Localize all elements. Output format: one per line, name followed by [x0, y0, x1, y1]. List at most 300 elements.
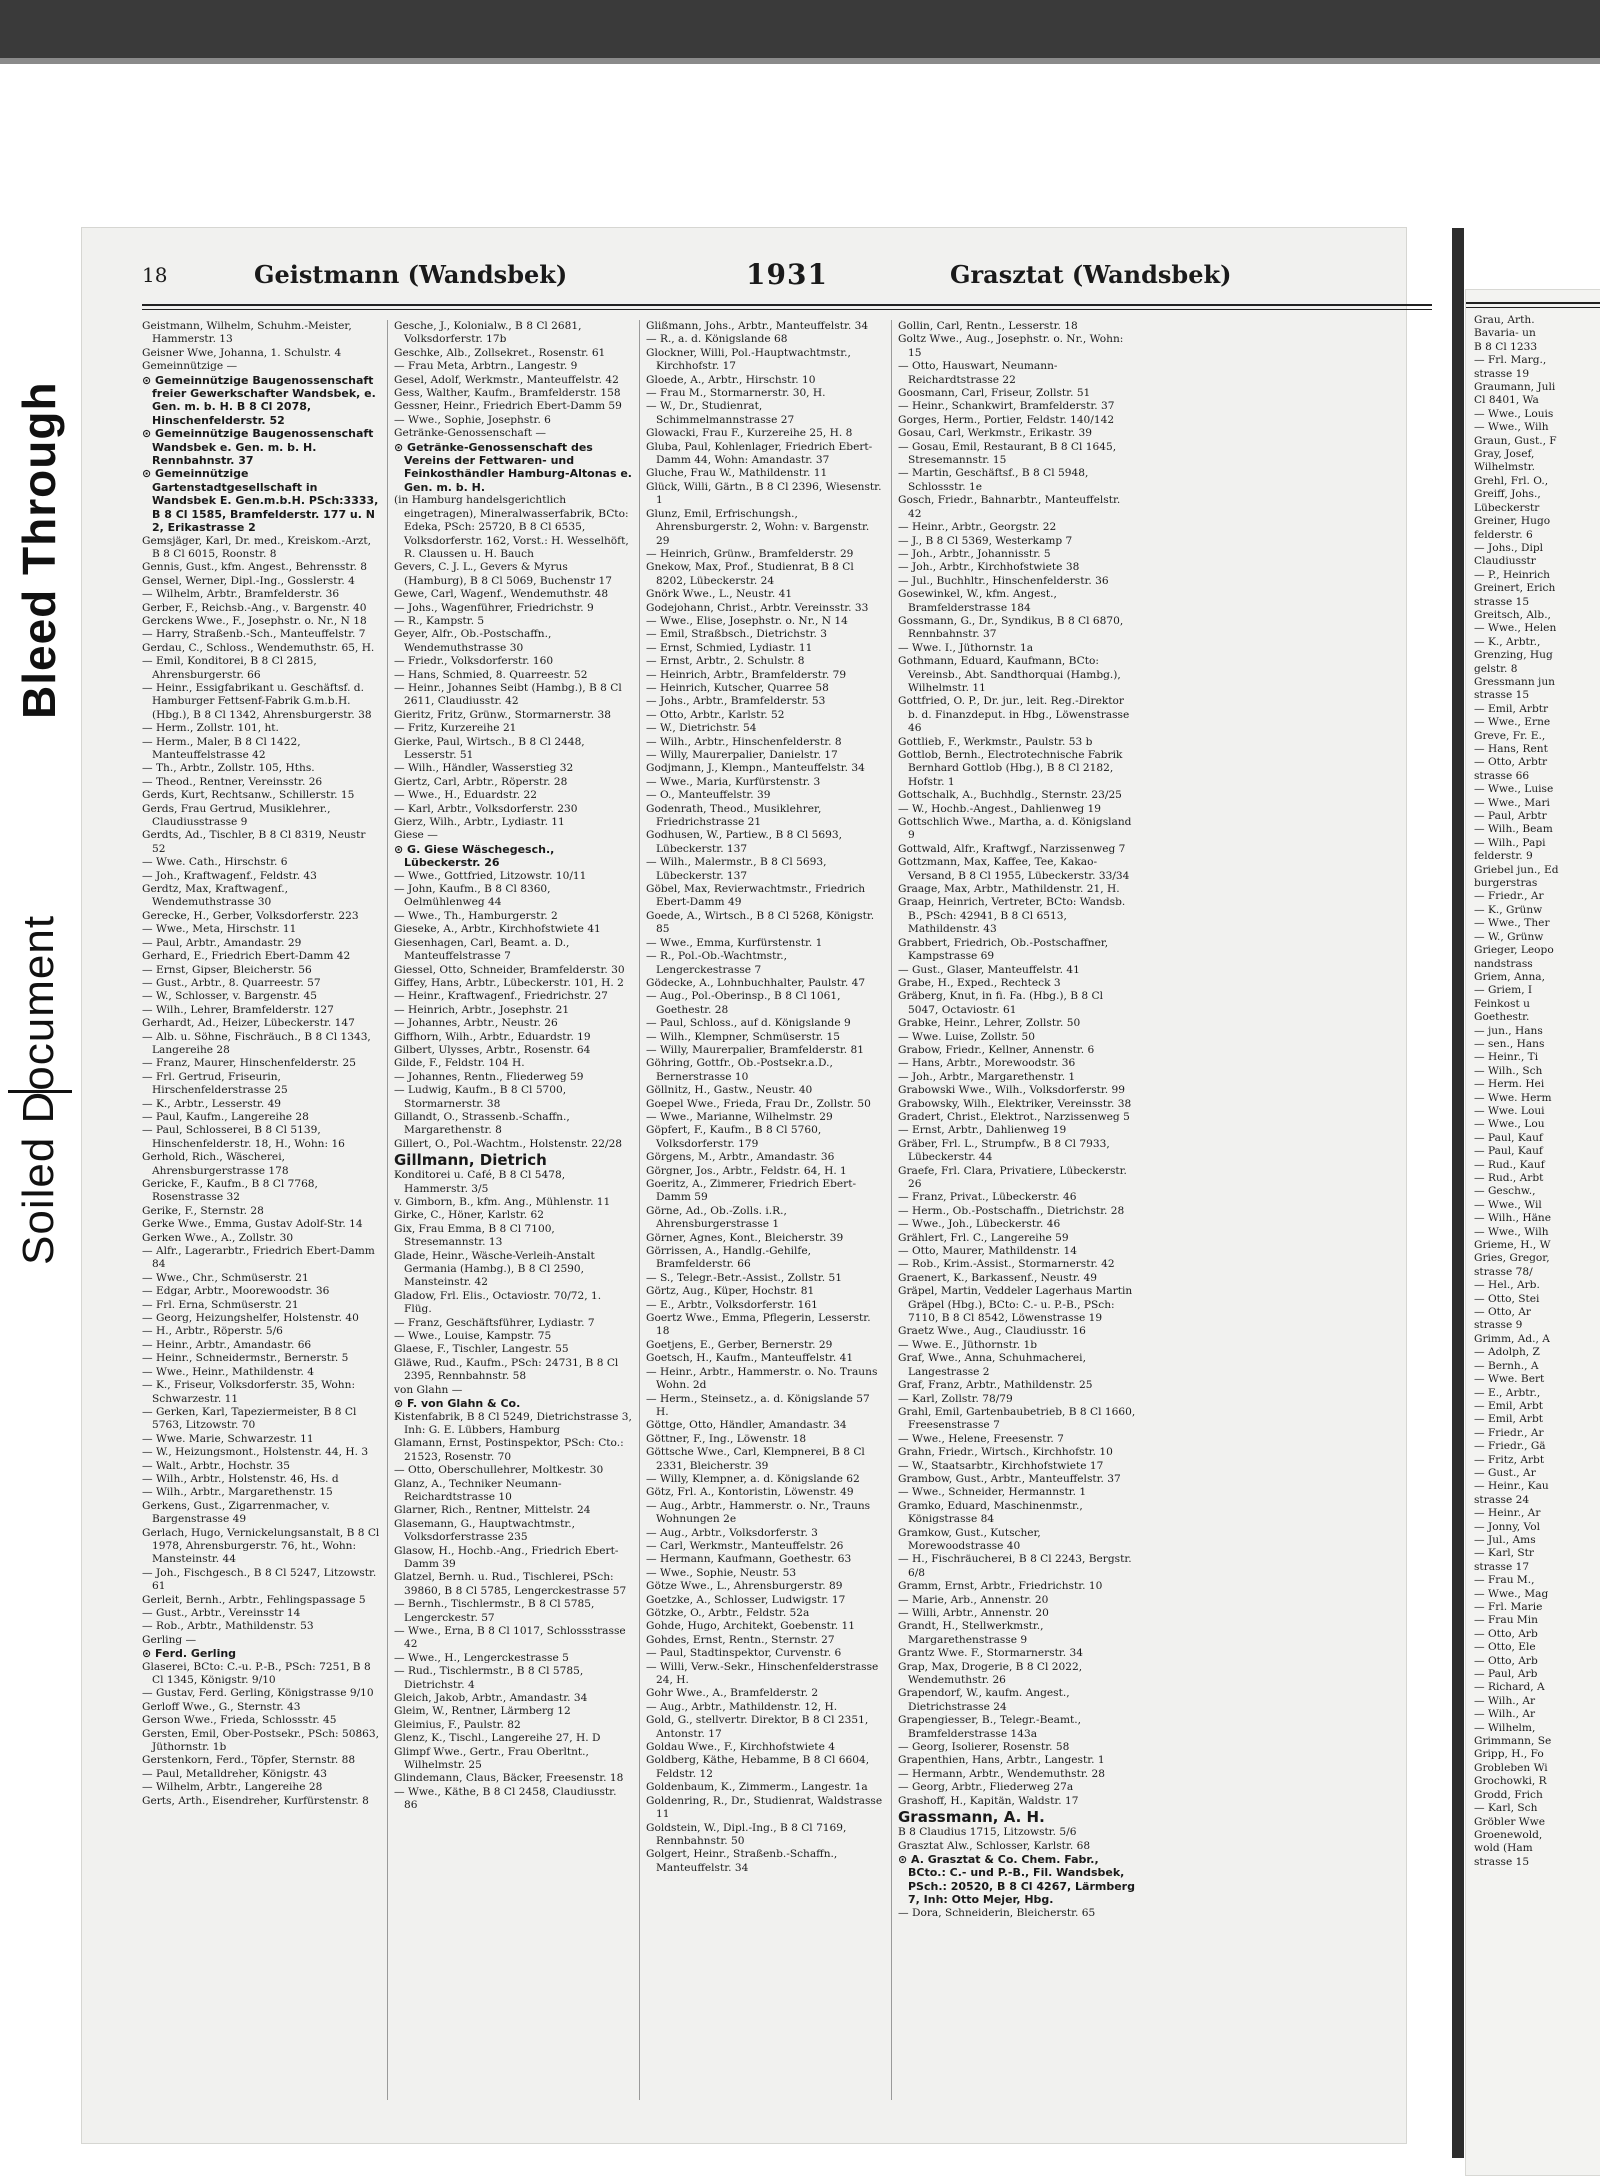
directory-entry: Grandt, H., Stellwerkmstr., Margarethenstrasse 9 — [898, 1620, 1044, 1646]
directory-entry: — Otto, Hauswart, Neumann-Reichardtstrasse 22 — [898, 360, 1058, 386]
directory-entry: ⊙ F. von Glahn & Co. — [394, 1397, 521, 1411]
facing-page-entry: — Emil, Arbtr — [1474, 702, 1549, 715]
directory-entry: Goede, A., Wirtsch., B 8 Cl 5268, Königstr. 85 — [646, 909, 875, 936]
facing-page-entry: — Rud., Kauf — [1474, 1158, 1545, 1171]
directory-entry: — Rob., Arbtr., Mathildenstr. 53 — [142, 1620, 314, 1633]
facing-page-entry: strasse 24 — [1474, 1493, 1530, 1506]
facing-page-entry: gelstr. 8 — [1474, 662, 1518, 675]
directory-entry: Gix, Frau Emma, B 8 Cl 7100, Stresemannstr. 13 — [394, 1222, 555, 1249]
directory-entry: Goetzke, A., Schlosser, Ludwigstr. 17 — [646, 1593, 846, 1606]
facing-page-entry: — Jul., Ams — [1474, 1533, 1536, 1546]
facing-page-entry: — Wwe. Loui — [1474, 1104, 1545, 1117]
directory-entry: Gierke, Paul, Wirtsch., B 8 Cl 2448, Lesserstr. 51 — [394, 735, 585, 761]
directory-entry: Gerdau, C., Schloss., Wendemuthstr. 65, H. — [142, 641, 375, 654]
facing-page-entry: — Friedr., Ar — [1474, 890, 1544, 903]
directory-entry: — Wwe., Heinr., Mathildenstr. 4 — [142, 1365, 314, 1378]
directory-entry: Gohr Wwe., A., Bramfelderstr. 2 — [646, 1687, 819, 1700]
directory-entry: Gluba, Paul, Kohlenlager, Friedrich Ebert-Damm 44, Wohn: Amandastr. 37 — [646, 440, 873, 467]
directory-entry: Konditorei u. Café, B 8 Cl 5478, Hammerstr. 3/5 — [394, 1169, 566, 1195]
directory-entry: Geyer, Alfr., Ob.-Postschaffn., Wendemuthstrasse 30 — [394, 628, 552, 654]
directory-entry: Grabke, Heinr., Lehrer, Zollstr. 50 — [898, 1017, 1081, 1030]
directory-entry: Gerstenkorn, Ferd., Töpfer, Sternstr. 88 — [142, 1754, 356, 1767]
directory-entry: — Th., Arbtr., Zollstr. 105, Hths. — [142, 762, 315, 775]
directory-entry: Giessel, Otto, Schneider, Bramfelderstr. 30 — [394, 963, 625, 976]
directory-entry: — Herm., Steinsetz., a. d. Königslande 57 H. — [646, 1392, 870, 1418]
facing-page-entry: — Wilh., Beam — [1474, 823, 1553, 836]
facing-page-entry: Greiner, Hugo — [1474, 515, 1551, 528]
directory-entry: — Edgar, Arbtr., Moorewoodstr. 36 — [142, 1285, 330, 1298]
directory-entry: Gemsjäger, Karl, Dr. med., Kreiskom.-Arzt, B 8 Cl 6015, Roonstr. 8 — [142, 534, 372, 560]
facing-page-entry: — Johs., Dipl — [1474, 541, 1543, 554]
facing-page-entry: — Wwe., Wil — [1474, 1198, 1542, 1211]
facing-page-entry: strasse 15 — [1474, 689, 1530, 702]
directory-entry: Goetjens, E., Gerber, Bernerstr. 29 — [646, 1338, 833, 1351]
directory-entry: ⊙ Ferd. Gerling — [142, 1647, 237, 1661]
facing-page-entry: — Geschw., — [1474, 1185, 1536, 1198]
bleed-through-label: Bleed Through — [13, 381, 65, 719]
directory-entry: Giffhorn, Wilh., Arbtr., Eduardstr. 19 — [394, 1030, 591, 1043]
facing-page-entry: — Hans, Rent — [1474, 743, 1548, 755]
directory-entry: Gollin, Carl, Rentn., Lesserstr. 18 — [898, 320, 1078, 332]
directory-entry: — Gerken, Karl, Tapeziermeister, B 8 Cl 5763, Litzowstr. 70 — [142, 1405, 357, 1432]
directory-entry: Gohde, Hugo, Architekt, Goebenstr. 11 — [646, 1620, 855, 1633]
directory-entry: Gosau, Carl, Werkmstr., Erikastr. 39 — [898, 427, 1093, 440]
directory-entry: — Martin, Geschäftsf., B 8 Cl 5948, Schlossstr. 1e — [898, 467, 1089, 493]
directory-entry: Gottlob, Bernh., Electrotechnische Fabrik Bernhard Gottlob (Hbg.), B 8 Cl 2182, Hofstr. 1 — [898, 749, 1123, 788]
facing-page-column — [1474, 314, 1598, 2164]
directory-entry: Gesel, Adolf, Werkmstr., Manteuffelstr. 42 — [394, 373, 619, 386]
directory-entry: — Wwe., Sophie, Neustr. 53 — [646, 1566, 797, 1579]
directory-entry: Goldenbaum, K., Zimmerm., Langestr. 1a — [646, 1781, 868, 1794]
directory-entry: Gerds, Kurt, Rechtsanw., Schillerstr. 15 — [142, 789, 355, 802]
facing-page-entry: — Wilh., Ar — [1474, 1708, 1536, 1721]
directory-entry: Gloede, A., Arbtr., Hirschstr. 10 — [646, 373, 816, 386]
directory-entry: Görtz, Aug., Küper, Hochstr. 81 — [646, 1285, 815, 1298]
directory-entry: — Friedr., Volksdorferstr. 160 — [394, 655, 554, 668]
facing-page-entry: — jun., Hans — [1474, 1024, 1543, 1037]
facing-page-entry: — Emil, Arbt — [1474, 1413, 1544, 1426]
directory-entry: — Heinr., Johannes Seibt (Hambg.), B 8 Cl 2611, Claudiusstr. 42 — [394, 681, 622, 708]
directory-entry: — Wwe., H., Eduardstr. 22 — [394, 789, 537, 802]
directory-entry: Götzke, O., Arbtr., Feldstr. 52a — [646, 1607, 810, 1619]
directory-entry: — Johs., Wagenführer, Friedrichstr. 9 — [394, 601, 594, 614]
directory-entry: — Frl. Gertrud, Friseurin, Hirschenfelderstrasse 25 — [142, 1070, 288, 1097]
column-1 — [142, 320, 380, 2100]
directory-entry: — O., Manteuffelstr. 39 — [646, 789, 771, 802]
facing-page-entry: Graun, Gust., F — [1474, 434, 1557, 447]
directory-entry: — Otto, Arbtr., Karlstr. 52 — [646, 708, 785, 721]
directory-entry: ⊙ Gemeinnützige Gartenstadtgesellschaft in Wandsbek E. Gen.m.b.H. PSch:3333, B 8 Cl 1585, Bramfelderstr. 177 u. N 2, Erikastrasse 2 — [142, 467, 379, 535]
directory-entry: — Alfr., Lagerarbtr., Friedrich Ebert-Damm 84 — [142, 1245, 375, 1271]
directory-entry: Gilbert, Ulysses, Arbtr., Rosenstr. 64 — [394, 1043, 591, 1056]
page-number: 18 — [142, 263, 168, 287]
facing-page-entry: — Wwe., Luise — [1474, 783, 1554, 796]
directory-entry: — Herm., Zollstr. 101, ht. — [142, 722, 279, 735]
directory-entry: Goldenring, R., Dr., Studienrat, Waldstrasse 11 — [646, 1794, 883, 1821]
directory-entry: Goepel Wwe., Frieda, Frau Dr., Zollstr. 50 — [646, 1097, 871, 1110]
directory-entry: — W., Dietrichstr. 54 — [646, 722, 757, 735]
directory-entry: Gess, Walther, Kaufm., Bramfelderstr. 158 — [394, 387, 621, 400]
directory-entry: Gottfried, O. P., Dr. jur., leit. Reg.-Direktor b. d. Finanzdeput. in Hbg., Löwenstrasse 46 — [898, 695, 1130, 735]
directory-entry: — Wwe., Meta, Hirschstr. 11 — [142, 923, 297, 936]
directory-entry: — Paul, Schloss., auf d. Königslande 9 — [646, 1017, 851, 1030]
directory-entry: — Jul., Buchhltr., Hinschenfelderstr. 36 — [898, 574, 1109, 587]
directory-entry: — Heinr., Schankwirt, Bramfelderstr. 37 — [898, 400, 1115, 413]
scan-top-border — [0, 0, 1600, 58]
directory-entry: Gerhard, E., Friedrich Ebert-Damm 42 — [142, 950, 351, 963]
facing-page-entry: — Richard, A — [1474, 1681, 1545, 1694]
directory-entry: Giese — — [394, 829, 438, 842]
facing-page-entry: — Otto, Arb — [1474, 1654, 1538, 1667]
book-gutter-shadow — [1452, 228, 1464, 2158]
facing-page-entry: — Griem, I — [1474, 984, 1533, 997]
directory-entry: Glück, Willi, Gärtn., B 8 Cl 2396, Wiesenstr. 1 — [646, 480, 882, 507]
directory-entry: Goltz Wwe., Aug., Josephstr. o. Nr., Wohn: 15 — [898, 333, 1124, 359]
facing-page-entry: felderstr. 6 — [1474, 528, 1533, 541]
directory-entry: Graf, Franz, Arbtr., Mathildenstr. 25 — [898, 1379, 1093, 1392]
directory-entry: — Gust., Glaser, Manteuffelstr. 41 — [898, 963, 1080, 976]
directory-entry: Glindemann, Claus, Bäcker, Freesenstr. 18 — [394, 1772, 624, 1785]
directory-entry: ⊙ G. Giese Wäschegesch., Lübeckerstr. 26 — [394, 842, 555, 870]
directory-entry: Gerdtz, Max, Kraftwagenf., Wendemuthstrasse 30 — [142, 883, 289, 909]
directory-entry: Göttsche Wwe., Carl, Klempnerei, B 8 Cl 2331, Bleicherstr. 39 — [646, 1446, 865, 1472]
directory-entry: — Wilh., Arbtr., Margarethenstr. 15 — [142, 1486, 333, 1499]
directory-entry: — Wwe. Cath., Hirschstr. 6 — [142, 856, 288, 869]
directory-columns — [142, 320, 1432, 2100]
directory-entry: — W., Staatsarbtr., Kirchhofstwiete 17 — [898, 1459, 1104, 1472]
directory-entry: — Wwe., Louise, Kampstr. 75 — [394, 1330, 552, 1343]
facing-page-entry: — Wilh., Häne — [1474, 1212, 1552, 1225]
directory-entry: — Marie, Arb., Annenstr. 20 — [898, 1593, 1049, 1606]
directory-entry: — Ernst, Schmied, Lydiastr. 11 — [646, 641, 813, 654]
directory-entry: Gerckens Wwe., F., Josephstr. o. Nr., N 18 — [142, 614, 367, 627]
facing-page-entry: — Otto, Ele — [1474, 1641, 1536, 1654]
directory-entry: — Emil, Straßbsch., Dietrichstr. 3 — [646, 628, 827, 641]
directory-entry: — Heinr., Arbtr., Hammerstr. o. No. Trauns Wohn. 2d — [646, 1365, 878, 1392]
directory-entry: Geschke, Alb., Zollsekret., Rosenstr. 61 — [394, 346, 606, 359]
year-heading: 1931 — [746, 258, 828, 291]
directory-entry: Grabow, Friedr., Kellner, Annenstr. 6 — [898, 1043, 1095, 1056]
directory-entry: Gorges, Herm., Portier, Feldstr. 140/142 — [898, 413, 1115, 426]
directory-entry: — John, Kaufm., B 8 Cl 8360, Oelmühlenweg 44 — [394, 883, 551, 909]
directory-entry: Girke, C., Höner, Karlstr. 62 — [394, 1209, 545, 1222]
directory-entry: — Wwe., Chr., Schmüserstr. 21 — [142, 1271, 309, 1284]
facing-page-entry: — Bernh., A — [1474, 1359, 1539, 1372]
directory-entry: Gensel, Werner, Dipl.-Ing., Gosslerstr. 4 — [142, 574, 355, 587]
directory-entry: — Willy, Maurerpalier, Danielstr. 17 — [646, 749, 838, 761]
facing-page-entry: Grieme, H., W — [1474, 1239, 1551, 1252]
directory-entry: Godhusen, W., Partiew., B 8 Cl 5693, Lübeckerstr. 137 — [646, 829, 842, 855]
facing-page-entry: Greve, Fr. E., — [1474, 729, 1546, 742]
directory-entry: Grapengiesser, B., Telegr.-Beamt., Bramfelderstrasse 143a — [898, 1714, 1082, 1740]
directory-entry: — Aug., Arbtr., Mathildenstr. 12, H. — [646, 1700, 838, 1713]
directory-entry: B 8 Claudius 1715, Litzowstr. 5/6 — [898, 1826, 1077, 1839]
directory-entry: — Walt., Arbtr., Hochstr. 35 — [142, 1459, 290, 1472]
directory-entry: — Karl, Zollstr. 78/79 — [898, 1392, 1013, 1405]
facing-page-entry: Griem, Anna, — [1474, 970, 1545, 983]
directory-entry: Gladow, Frl. Elis., Octaviostr. 70/72, 1. Flüg. — [394, 1289, 602, 1316]
directory-entry: Gradert, Christ., Elektrot., Narzissenweg 5 — [898, 1110, 1130, 1123]
facing-header-rule — [1466, 302, 1600, 304]
directory-entry: — Wwe. Marie, Schwarzestr. 11 — [142, 1432, 314, 1445]
directory-entry: Göttge, Otto, Händler, Amandastr. 34 — [646, 1419, 847, 1432]
directory-entry: — Franz, Privat., Lübeckerstr. 46 — [898, 1191, 1077, 1204]
facing-page-entry: Goethestr. — [1474, 1011, 1530, 1024]
directory-entry: Görne, Ad., Ob.-Zolls. i.R., Ahrensburgerstrasse 1 — [646, 1204, 787, 1231]
directory-entry: Grashoff, H., Kapitän, Waldstr. 17 — [898, 1794, 1079, 1807]
directory-entry: — Ernst, Arbtr., Dahlienweg 19 — [898, 1124, 1067, 1137]
directory-entry: — Herm., Maler, B 8 Cl 1422, Manteuffelstrasse 42 — [142, 735, 301, 761]
column-divider — [639, 320, 640, 2100]
directory-entry: — Wilhelm, Arbtr., Bramfelderstr. 36 — [142, 588, 340, 601]
facing-page-entry: Feinkost u — [1474, 997, 1530, 1010]
directory-entry: Gerdts, Ad., Tischler, B 8 Cl 8319, Neustr 52 — [142, 829, 366, 855]
directory-entry: Goldau Wwe., F., Kirchhofstwiete 4 — [646, 1741, 835, 1754]
facing-page-entry: — Adolph, Z — [1474, 1346, 1540, 1359]
directory-entry: — Georg, Heizungshelfer, Holstenstr. 40 — [142, 1312, 359, 1325]
directory-entry: Glasow, H., Hochb.-Ang., Friedrich Ebert-Damm 39 — [394, 1544, 619, 1570]
facing-page-entry: Greiff, Johs., — [1474, 488, 1541, 501]
facing-page-entry: — Wilh., Sch — [1474, 1064, 1543, 1077]
directory-entry: — Joh., Arbtr., Johannisstr. 5 — [898, 547, 1051, 560]
directory-entry: — Wwe., Maria, Kurfürstenstr. 3 — [646, 775, 821, 788]
directory-entry: Gnekow, Max, Prof., Studienrat, B 8 Cl 8202, Lübeckerstr. 24 — [646, 561, 854, 587]
facing-page-entry: Gray, Josef, — [1474, 448, 1535, 461]
directory-entry: — Wwe., Emma, Kurfürstenstr. 1 — [646, 936, 823, 949]
soiled-document-label: Soiled Document — [14, 914, 63, 1266]
directory-entry: — Wwe. E., Jüthornstr. 1b — [898, 1338, 1038, 1351]
facing-page-entry: wold (Ham — [1474, 1842, 1533, 1855]
facing-page-entry: Groenewold, — [1474, 1828, 1543, 1841]
facing-page-entry: — Wwe., Wilh — [1474, 421, 1549, 434]
directory-entry: Gerleit, Bernh., Arbtr., Fehlingspassage 5 — [142, 1593, 366, 1606]
directory-entry: Gersten, Emil, Ober-Postsekr., PSch: 50863, Jüthornstr. 1b — [142, 1727, 380, 1754]
directory-entry: — Paul, Metalldreher, Königstr. 43 — [142, 1767, 327, 1780]
directory-entry: — Wilhelm, Arbtr., Langereihe 28 — [142, 1781, 323, 1794]
facing-page-entry: Claudiusstr — [1474, 555, 1536, 568]
facing-page-entry: Griebel jun., Ed — [1474, 863, 1559, 876]
directory-entry: Glasemann, G., Hauptwachtmstr., Volksdorferstrasse 235 — [394, 1517, 575, 1544]
facing-page-entry: — Wwe. Herm — [1474, 1091, 1552, 1104]
directory-entry: — R., Pol.-Ob.-Wachtmstr., Lengerckestrasse 7 — [646, 950, 787, 976]
directory-entry: Gerts, Arth., Eisendreher, Kurfürstenstr. 8 — [142, 1794, 369, 1807]
directory-entry: Görgens, M., Arbtr., Amandastr. 36 — [646, 1151, 835, 1164]
facing-page-entry: — Wwe., Mag — [1474, 1587, 1549, 1600]
directory-entry: — Johannes, Rentn., Fliederweg 59 — [394, 1070, 584, 1083]
directory-entry: — Paul, Kaufm., Langereihe 28 — [142, 1110, 309, 1123]
facing-page-entry: — W., Grünw — [1474, 930, 1544, 943]
directory-entry: ⊙ Gemeinnützige Baugenossenschaft freier Gewerkschafter Wandsbek, e. Gen. m. b. H. B 8 Cl 2078, Hinschenfelderstr. 52 — [142, 373, 376, 427]
directory-entry: Gieritz, Fritz, Grünw., Stormarnerstr. 38 — [394, 708, 611, 721]
directory-entry: Goertz Wwe., Emma, Pflegerin, Lesserstr. 18 — [646, 1312, 871, 1338]
facing-page-entry: Greinert, Erich — [1474, 582, 1556, 595]
facing-page-entry: Bavaria- un — [1474, 327, 1536, 340]
facing-page-entry: — Friedr., Ar — [1474, 1426, 1544, 1439]
directory-entry: Godjmann, J., Klempn., Manteuffelstr. 34 — [646, 762, 865, 775]
directory-entry: Grasztat Alw., Schlosser, Karlstr. 68 — [898, 1839, 1091, 1852]
facing-page-entry: — Heinr., Ar — [1474, 1507, 1541, 1520]
directory-entry: Goetsch, H., Kaufm., Manteuffelstr. 41 — [646, 1352, 854, 1365]
facing-page-entry: strasse 15 — [1474, 1855, 1530, 1868]
directory-entry: Giertz, Carl, Arbtr., Röperstr. 28 — [394, 775, 568, 788]
directory-entry: Golgert, Heinr., Straßenb.-Schaffn., Manteuffelstr. 34 — [646, 1848, 838, 1874]
directory-entry: — Wwe., Sophie, Josephstr. 6 — [394, 413, 551, 426]
directory-entry: v. Gimborn, B., kfm. Ang., Mühlenstr. 11 — [394, 1196, 611, 1208]
directory-entry: Gottwald, Alfr., Kraftwgf., Narzissenweg 7 — [898, 842, 1126, 855]
directory-entry: — E., Arbtr., Volksdorferstr. 161 — [646, 1298, 818, 1311]
directory-entry: — K., Arbtr., Lesserstr. 49 — [142, 1097, 282, 1110]
directory-entry: Gemeinnützige — — [142, 360, 238, 373]
directory-entry: Grap, Max, Drogerie, B 8 Cl 2022, Wendemuthstr. 26 — [898, 1660, 1083, 1687]
facing-page-entry: — Jonny, Vol — [1474, 1520, 1540, 1533]
directory-entry: Grantz Wwe. F., Stormarnerstr. 34 — [898, 1647, 1083, 1660]
directory-entry: Graetz Wwe., Aug., Claudiusstr. 16 — [898, 1325, 1086, 1338]
left-running-head: Geistmann (Wandsbek) — [254, 260, 568, 289]
facing-page-entry: — Paul, Arbtr — [1474, 810, 1547, 823]
directory-entry: Gottlieb, F., Werkmstr., Paulstr. 53 b — [898, 735, 1093, 748]
directory-entry: Gödecke, A., Lohnbuchhalter, Paulstr. 47 — [646, 976, 866, 989]
facing-page-entry: — Otto, Arbtr — [1474, 756, 1548, 769]
facing-page-entry: — Wilh., Ar — [1474, 1694, 1536, 1707]
directory-entry: — Georg, Isolierer, Rosenstr. 58 — [898, 1741, 1070, 1754]
facing-page-entry: — Wwe., Lou — [1474, 1118, 1545, 1131]
directory-entry: Gerkens, Gust., Zigarrenmacher, v. Bargenstrasse 49 — [142, 1499, 330, 1526]
directory-entry: Gieseke, A., Arbtr., Kirchhofstwiete 41 — [394, 923, 601, 936]
column-2 — [394, 320, 632, 2100]
directory-entry: — Gosau, Emil, Restaurant, B 8 Cl 1645, Stresemannstr. 15 — [898, 440, 1117, 467]
directory-entry: Glißmann, Johs., Arbtr., Manteuffelstr. 34 — [646, 320, 869, 332]
directory-entry: — Heinrich, Arbtr., Bramfelderstr. 79 — [646, 668, 847, 681]
directory-entry: Görrissen, A., Handlg.-Gehilfe, Bramfelderstr. 66 — [646, 1245, 811, 1271]
facing-page-entry: B 8 Cl 1233 — [1474, 340, 1538, 353]
directory-entry: Goldberg, Käthe, Hebamme, B 8 Cl 6604, Feldstr. 12 — [646, 1754, 870, 1780]
facing-page-entry: Grimmann, Se — [1474, 1735, 1552, 1748]
directory-entry: Gillandt, O., Strassenb.-Schaffn., Margarethenstr. 8 — [394, 1110, 570, 1137]
facing-page-entry: — Heinr., Kau — [1474, 1480, 1549, 1493]
directory-entry: — Wilh., Händler, Wasserstieg 32 — [394, 762, 574, 775]
facing-page-entry: — P., Heinrich — [1474, 568, 1550, 581]
directory-entry: Glatzel, Bernh. u. Rud., Tischlerei, PSch: 39860, B 8 Cl 5785, Lengerckestrasse 57 — [394, 1571, 627, 1597]
facing-page-entry: — Frau M., — [1474, 1574, 1535, 1587]
facing-page-entry: nandstrass — [1474, 957, 1533, 970]
directory-entry: — Hans, Arbtr., Morewoodstr. 36 — [898, 1057, 1076, 1070]
directory-entry: Grassmann, A. H. — [898, 1808, 1045, 1827]
directory-entry: Gnörk Wwe., L., Neustr. 41 — [646, 588, 793, 601]
directory-entry: Gerke Wwe., Emma, Gustav Adolf-Str. 14 — [142, 1218, 363, 1231]
facing-page-entry: — Wwe., Helen — [1474, 622, 1557, 635]
directory-entry: Glockner, Willi, Pol.-Hauptwachtmstr., Kirchhofstr. 17 — [646, 346, 851, 373]
directory-entry: — S., Telegr.-Betr.-Assist., Zollstr. 51 — [646, 1271, 842, 1284]
column-divider — [387, 320, 388, 2100]
directory-entry: Götz, Frl. A., Kontoristin, Löwenstr. 49 — [646, 1486, 854, 1499]
facing-page-entry: — Frau Min — [1474, 1614, 1538, 1627]
directory-entry: — Heinr., Arbtr., Georgstr. 22 — [898, 521, 1057, 534]
facing-page-entry: strasse 19 — [1474, 367, 1530, 380]
facing-page-entry: Grochowki, R — [1474, 1775, 1547, 1788]
directory-entry: — Joh., Arbtr., Kirchhofstwiete 38 — [898, 561, 1080, 574]
facing-page-entry: — Herm. Hei — [1474, 1078, 1545, 1091]
directory-entry: Kistenfabrik, B 8 Cl 5249, Dietrichstrasse 3, Inh: G. E. Lübbers, Hamburg — [394, 1410, 632, 1436]
directory-entry: Gramm, Ernst, Arbtr., Friedrichstr. 10 — [898, 1580, 1103, 1593]
directory-entry: — Alb. u. Söhne, Fischräuch., B 8 Cl 1343, Langereihe 28 — [142, 1030, 371, 1056]
facing-page-entry: strasse 66 — [1474, 769, 1530, 782]
facing-page-entry: Grodd, Frich — [1474, 1788, 1543, 1801]
facing-page-entry: Grau, Arth. — [1474, 314, 1535, 326]
directory-entry: — Heinr., Kraftwagenf., Friedrichstr. 27 — [394, 990, 608, 1003]
directory-entry: — Otto, Maurer, Mathildenstr. 14 — [898, 1245, 1077, 1258]
directory-entry: Grabowsky, Wilh., Elektriker, Vereinsstr. 38 — [898, 1097, 1132, 1110]
directory-entry: (in Hamburg handelsgerichtlich eingetragen), Mineralwasserfabrik, BCto: Edeka, PSch: 25720, B 8 Cl 6535, Volksdorferstr. 162, Vorst.: H. Wesselhöft, R. Claussen u. H. Bauch — [394, 494, 629, 560]
directory-entry: Gillmann, Dietrich — [394, 1151, 547, 1170]
directory-entry: — Theod., Rentner, Vereinsstr. 26 — [142, 775, 323, 788]
facing-page-entry: — Karl, Sch — [1474, 1802, 1538, 1815]
directory-entry: Graap, Heinrich, Vertreter, BCto: Wandsb. B., PSch: 42941, B 8 Cl 6513, Mathildenstr. 43 — [898, 896, 1126, 936]
directory-entry: Göttner, F., Ing., Löwenstr. 18 — [646, 1432, 807, 1445]
facing-page-entry: Gressmann jun — [1474, 675, 1555, 688]
facing-page-entry: — Heinr., Ti — [1474, 1051, 1539, 1064]
directory-entry: — Wwe. Luise, Zollstr. 50 — [898, 1030, 1035, 1043]
running-header — [142, 258, 1432, 298]
directory-entry: — Aug., Pol.-Oberinsp., B 8 Cl 1061, Goethestr. 28 — [646, 990, 841, 1016]
facing-page-entry: — Gust., Ar — [1474, 1466, 1536, 1479]
directory-entry: Graage, Max, Arbtr., Mathildenstr. 21, H. — [898, 883, 1120, 896]
facing-page-entry: — Fritz, Arbt — [1474, 1453, 1545, 1466]
facing-page-entry: Grobleben Wi — [1474, 1761, 1548, 1774]
directory-entry: Gläwe, Rud., Kaufm., PSch: 24731, B 8 Cl 2395, Rennbahnstr. 58 — [394, 1356, 619, 1383]
directory-entry: — Franz, Geschäftsführer, Lydiastr. 7 — [394, 1316, 595, 1329]
directory-entry: Gottschalk, A., Buchhdlg., Sternstr. 23/25 — [898, 789, 1122, 802]
directory-entry: Gottzmann, Max, Kaffee, Tee, Kakao-Versand, B 8 Cl 1955, Lübeckerstr. 33/34 — [898, 856, 1130, 882]
directory-entry: — Bernh., Tischlermstr., B 8 Cl 5785, Lengerckestr. 57 — [394, 1598, 595, 1624]
directory-entry: — Johannes, Arbtr., Neustr. 26 — [394, 1017, 558, 1030]
directory-entry: — Ernst, Arbtr., 2. Schulstr. 8 — [646, 655, 805, 668]
directory-entry: — Heinr., Essigfabrikant u. Geschäftsf. d. Hamburger Fettsenf-Fabrik G.m.b.H. (Hbg.), B 8 Cl 1342, Ahrensburgerstr. 38 — [142, 681, 372, 721]
facing-page-entry: — Karl, Str — [1474, 1547, 1534, 1560]
directory-entry: Gräpel, Martin, Veddeler Lagerhaus Martin Gräpel (Hbg.), BCto: C.- u. P.-B., PSch: 7110, B 8 Cl 8542, Löwenstrasse 19 — [898, 1285, 1133, 1325]
directory-entry: — Frau Meta, Arbtrn., Langestr. 9 — [394, 360, 578, 373]
facing-page-entry: — Wwe., Mari — [1474, 796, 1550, 809]
facing-page-entry: — K., Grünw — [1474, 903, 1543, 916]
directory-entry: — Ernst, Gipser, Bleicherstr. 56 — [142, 963, 312, 976]
directory-entry: Glaese, F., Tischler, Langestr. 55 — [394, 1343, 569, 1356]
facing-page-entry: — Wilh., Papi — [1474, 836, 1546, 849]
facing-page-entry: strasse 17 — [1474, 1560, 1530, 1573]
facing-page-entry: — sen., Hans — [1474, 1037, 1545, 1050]
facing-page-entry: strasse 15 — [1474, 595, 1530, 608]
directory-entry: Görner, Agnes, Kont., Bleicherstr. 39 — [646, 1231, 844, 1244]
directory-entry: Gennis, Gust., kfm. Angest., Behrensstr. 8 — [142, 561, 367, 574]
directory-entry: Glanz, A., Techniker Neumann-Reichardtstrasse 10 — [394, 1477, 562, 1503]
directory-entry: Gerhold, Rich., Wäscherei, Ahrensburgerstrasse 178 — [142, 1151, 289, 1177]
directory-entry: — Joh., Fischgesch., B 8 Cl 5247, Litzowstr. 61 — [142, 1566, 377, 1593]
directory-page — [82, 228, 1406, 2143]
directory-entry: Gierz, Wilh., Arbtr., Lydiastr. 11 — [394, 816, 565, 829]
directory-entry: — Fritz, Kurzereihe 21 — [394, 722, 517, 735]
directory-entry: — Willy, Maurerpalier, Bramfelderstr. 81 — [646, 1043, 865, 1056]
directory-entry: Giesenhagen, Carl, Beamt. a. D., Manteuffelstrasse 7 — [394, 936, 570, 963]
directory-entry: — Paul, Schlosserei, B 8 Cl 5139, Hinschenfelderstr. 18, H., Wohn: 16 — [142, 1124, 345, 1150]
directory-entry: Graenert, K., Barkassenf., Neustr. 49 — [898, 1271, 1097, 1284]
facing-page-entry: felderstr. 9 — [1474, 850, 1533, 863]
directory-entry: — Paul, Arbtr., Amandastr. 29 — [142, 936, 302, 949]
directory-entry: von Glahn — — [394, 1383, 463, 1396]
directory-entry: Gerber, F., Reichsb.-Ang., v. Bargenstr. 40 — [142, 601, 367, 614]
facing-page-entry: Gripp, H., Fo — [1474, 1748, 1544, 1761]
directory-entry: Gerlach, Hugo, Vernickelungsanstalt, B 8 Cl 1978, Ahrensburgerstr. 76, ht., Wohn: Mansteinstr. 44 — [142, 1526, 380, 1566]
directory-entry: — Gustav, Ferd. Gerling, Königstrasse 9/10 — [142, 1687, 374, 1700]
facing-page-entry: — Wwe., Louis — [1474, 407, 1554, 420]
facing-page-entry: Graumann, Juli — [1474, 381, 1556, 394]
